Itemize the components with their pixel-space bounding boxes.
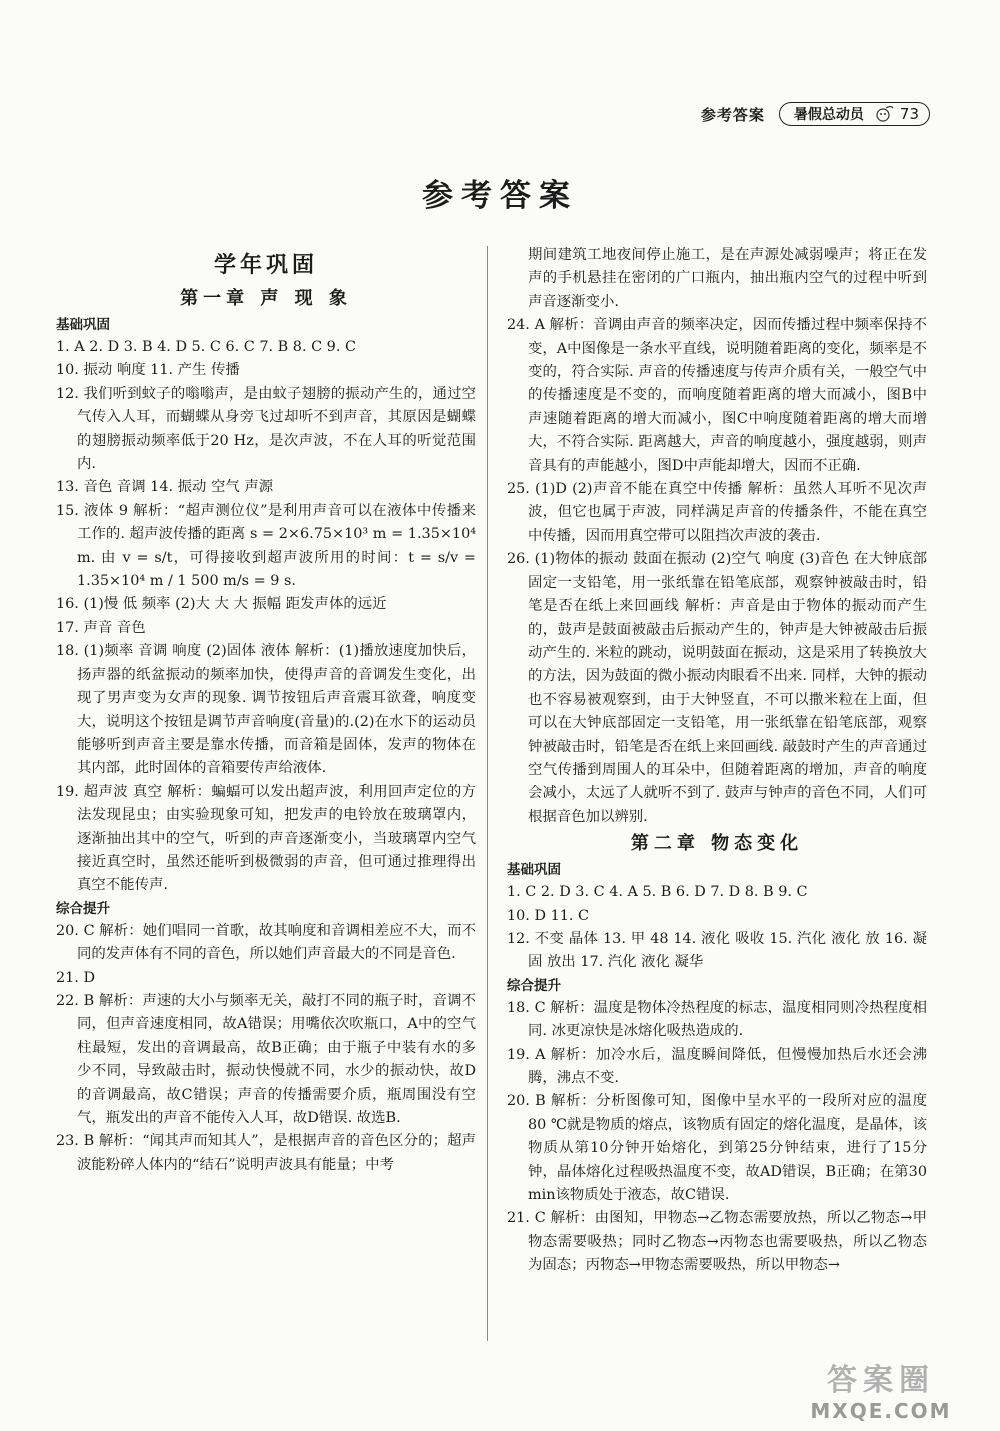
answer-item: 18. C 解析：温度是物体冷热程度的标志，温度相同则冷热程度相同. 冰更凉快是冰熔化吸热造成的. <box>507 999 927 1040</box>
watermark-url: MXQE.COM <box>810 1399 952 1423</box>
answer-item: 21. C 解析：由图知，甲物态→乙物态需要放热，所以乙物态→甲物态需要吸热；同时乙物态→丙物态也需要吸热，所以乙物态为固态；丙物态→甲物态需要吸热，所以甲物态→ <box>507 1210 927 1274</box>
answer-item: 22. B 解析：声速的大小与频率无关，敲打不同的瓶子时，音调不同，但声音速度相同，故A错误；用嘴依次吹瓶口，A中的空气柱最短，发出的音调最高，故B正确；由于瓶子中装有水的多少不同，导致敲击时，振动快慢就不同，水少的振动快，故D的音调最高，故C错误；声音的传播需要介质，瓶周围没有空气，瓶发出的声音不能传入人耳，故D错误. 故选B. <box>56 992 476 1126</box>
chapter-2-title: 第二章 物态变化 <box>630 833 804 855</box>
answer-item: 1. A 2. D 3. B 4. D 5. C 6. C 7. B 8. C 9. C <box>56 339 356 355</box>
answer-item: 19. A 解析：加冷水后，温度瞬间降低，但慢慢加热后水还会沸腾，沸点不变. <box>507 1046 927 1086</box>
answer-item: 12. 我们听到蚊子的嗡嗡声，是由蚊子翅膀的振动产生的，通过空气传入人耳，而蝴蝶从身旁飞过却听不到声音，其原因是蝴蝶的翅膀振动频率低于20 Hz，是次声波，不在人耳的听觉范围内. <box>56 385 476 473</box>
watermark-mark: 答案圈 <box>827 1363 935 1398</box>
page-number: 73 <box>899 105 919 123</box>
page-header <box>701 102 930 126</box>
answer-item: 10. 振动 响度 11. 产生 传播 <box>56 362 240 379</box>
answer-item: 13. 音色 音调 14. 振动 空气 声源 <box>56 479 274 496</box>
section-advanced-label: 综合提升 <box>507 977 561 994</box>
answer-item: 18. (1)频率 音调 响度 (2)固体 液体 解析：(1)播放速度加快后，扬声器的纸盆振动的频率加快，使得声音的音调发生变化，出现了男声变为女声的现象. 调节按钮后声音震耳欲聋，响度变大，说明这个按钮是调节声音响度(音量)的.(2)在水下的运动员能够听到声音主要是靠水传播，而音箱是固体，发声的物体在其内部，此时固体的音箱要传声给液体. <box>56 643 476 777</box>
answer-item: 25. (1)D (2)声音不能在真空中传播 解析：虽然人耳听不见次声波，但它也属于声波，同样满足声音的传播条件，不能在真空中传播，因而用真空带可以阻挡次声波的袭击. <box>507 481 927 544</box>
answer-item: 24. A 解析：音调由声音的频率决定，因而传播过程中频率保持不变，A中图像是一条水平直线，说明随着距离的变化，频率是不变的，符合实际. 声音的传播速度与传声介质有关，一般空气中的传播速度是不变的，而响度随着距离的增大而减小，图B中声速随着距离的增大而减小，图C中响度随着距离的增大而增大，不符合实际. 距离越大，声音的响度越小，强度越弱，则声音具有的声能越小，图D中声能却增大，因而不正确. <box>507 317 927 474</box>
watermark <box>786 1355 976 1423</box>
header-title: 参考答案 <box>700 105 765 124</box>
chapter-1-title: 第一章 声 现 象 <box>180 288 352 309</box>
answer-item: 10. D 11. C <box>507 907 590 924</box>
answer-item: 20. B 解析：分析图像可知，图像中呈水平的一段所对应的温度80 ℃就是物质的熔点，该物质有固定的熔化温度，是晶体，该物质从第10分钟开始熔化，到第25分钟结束，进行了15分钟，晶体熔化过程吸热温度不变，故AD错误，B正确；在第30 min该物质处于液态，故C错误. <box>507 1093 927 1204</box>
answer-item: 12. 不变 晶体 13. 甲 48 14. 液化 吸收 15. 汽化 液化 放 16. 凝固 放出 17. 汽化 液化 凝华 <box>507 930 927 971</box>
answer-item: 1. C 2. D 3. C 4. A 5. B 6. D 7. D 8. B 9. C <box>507 884 808 901</box>
mascot-icon <box>872 105 894 123</box>
unit-title: 学年巩固 <box>213 252 318 278</box>
section-basic-label: 基础巩固 <box>507 862 561 879</box>
main-title: 参考答案 <box>422 178 578 214</box>
right-column <box>507 244 927 1278</box>
answer-item: 26. (1)物体的振动 鼓面在振动 (2)空气 响度 (3)音色 在大钟底部固定一支铅笔，用一张纸靠在铅笔底部，观察钟被敲击时，铅笔是否在纸上来回画线 解析：声音是由于物体的振动而产生的，鼓声是鼓面被敲击后振动产生的，钟声是大钟被敲击后振动产生的. 米粒的跳动，说明鼓面在振动，这是采用了转换放大的方法，因为鼓面的微小振动肉眼看不出来. 同样，大钟的振动也不容易被观察到，由于大钟竖直，不可以撒米粒在上面，但可以在大钟底部固定一支铅笔，用一张纸靠在铅笔底部，观察钟被敲击时，铅笔是否在纸上来回画线. 敲鼓时产生的声音通过空气传播到周围人的耳朵中，但随着距离的增加，声音的响度会减小，太远了人就听不到了. 鼓声与钟声的音色不同，人们可根据音色加以辨别. <box>507 551 927 825</box>
answer-item: 21. D <box>56 969 95 986</box>
answer-item: 19. 超声波 真空 解析：蝙蝠可以发出超声波，利用回声定位的方法发现昆虫；由实验现象可知，把发声的电铃放在玻璃罩内，逐渐抽出其中的空气，听到的声音逐渐变小，当玻璃罩内空气接近真空时，虽然还能听到极微弱的声音，但可通过推理得出真空不能传声. <box>56 783 476 894</box>
continued-text: 期间建筑工地夜间停止施工，是在声源处减弱噪声；将正在发声的手机悬挂在密闭的广口瓶内，抽出瓶内空气的过程中听到声音逐渐变小. <box>528 247 927 310</box>
series-name: 暑假总动员 <box>793 107 864 123</box>
left-column <box>56 246 476 1177</box>
series-badge <box>779 102 930 126</box>
answer-item: 20. C 解析：她们唱同一首歌，故其响度和音调相差应不大，而不同的发声体有不同的音色，所以她们声音最大的不同是音色. <box>56 922 476 963</box>
column-divider <box>487 246 488 1341</box>
answer-item: 15. 液体 9 解析：“超声测位仪”是利用声音可以在液体中传播来工作的. 超声波传播的距离 s = 2×6.75×10³ m = 1.35×10⁴ m. 由 v = s/t，可得接收到超声波所用的时间：t = s/v = 1.35×10⁴ m / 1 500 m/s = 9 s. <box>56 502 476 590</box>
section-advanced-label: 综合提升 <box>56 900 110 917</box>
answer-item: 17. 声音 音色 <box>56 619 146 636</box>
answer-item: 23. B 解析：“闻其声而知其人”，是根据声音的音色区分的；超声波能粉碎人体内的“结石”说明声波具有能量；中考 <box>56 1133 476 1173</box>
answer-item: 16. (1)慢 低 频率 (2)大 大 大 振幅 距发声体的远近 <box>56 596 387 613</box>
section-basic-label: 基础巩固 <box>56 317 110 333</box>
